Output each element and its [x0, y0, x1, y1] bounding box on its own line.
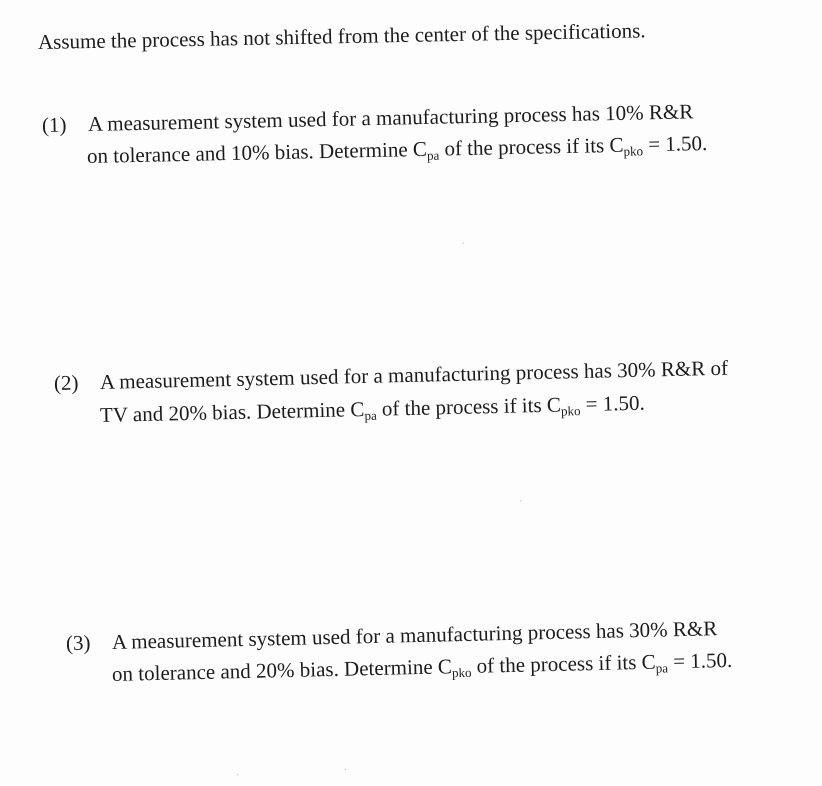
question-2-text-2a: TV and 20% bias. Determine C — [99, 397, 365, 427]
question-2-line-2 — [100, 391, 645, 427]
question-1-subscript-1: pa — [426, 147, 440, 163]
question-3-subscript-1: pko — [451, 664, 472, 681]
question-1-text-2c: = 1.50. — [642, 131, 708, 157]
question-2-text-1: A measurement system used for a manufacturing process has 30% R&R of — [99, 355, 729, 394]
question-2-subscript-2: pko — [560, 403, 581, 419]
question-3-line-1 — [66, 616, 718, 655]
question-3-number: (3) — [65, 630, 91, 655]
question-1-subscript-2: pko — [623, 143, 644, 159]
question-2-number: (2) — [53, 370, 79, 395]
scan-speck — [520, 500, 521, 501]
question-1-text-1: A measurement system used for a manufacturing process has 10% R&R — [87, 99, 694, 137]
scan-speck — [237, 774, 238, 775]
question-1-text-2a: on tolerance and 10% bias. Determine C — [86, 136, 428, 168]
scan-speck — [463, 243, 464, 244]
question-2-text-2b: of the process if its C — [376, 392, 562, 421]
question-2-subscript-1: pa — [364, 407, 377, 423]
question-3-text-1: A measurement system used for a manufacturing process has 30% R&R — [111, 616, 718, 654]
question-1-line-1 — [42, 99, 694, 137]
question-2-text-2c: = 1.50. — [580, 390, 645, 417]
question-1-line-2 — [87, 131, 708, 168]
question-1-text-2b: of the process if its C — [438, 132, 624, 161]
question-3-text-2a: on tolerance and 20% bias. Determine C — [111, 654, 453, 686]
question-3-text-2c: = 1.50. — [667, 647, 733, 674]
question-3-line-2 — [112, 648, 733, 686]
question-1-number: (1) — [41, 112, 67, 137]
question-2-line-1 — [54, 356, 728, 395]
intro-text: Assume the process has not shifted from the center of the specifications. — [37, 18, 646, 54]
question-3-text-2b: of the process if its C — [471, 649, 656, 678]
scan-speck — [345, 769, 346, 770]
question-3-subscript-2: pa — [655, 660, 669, 676]
